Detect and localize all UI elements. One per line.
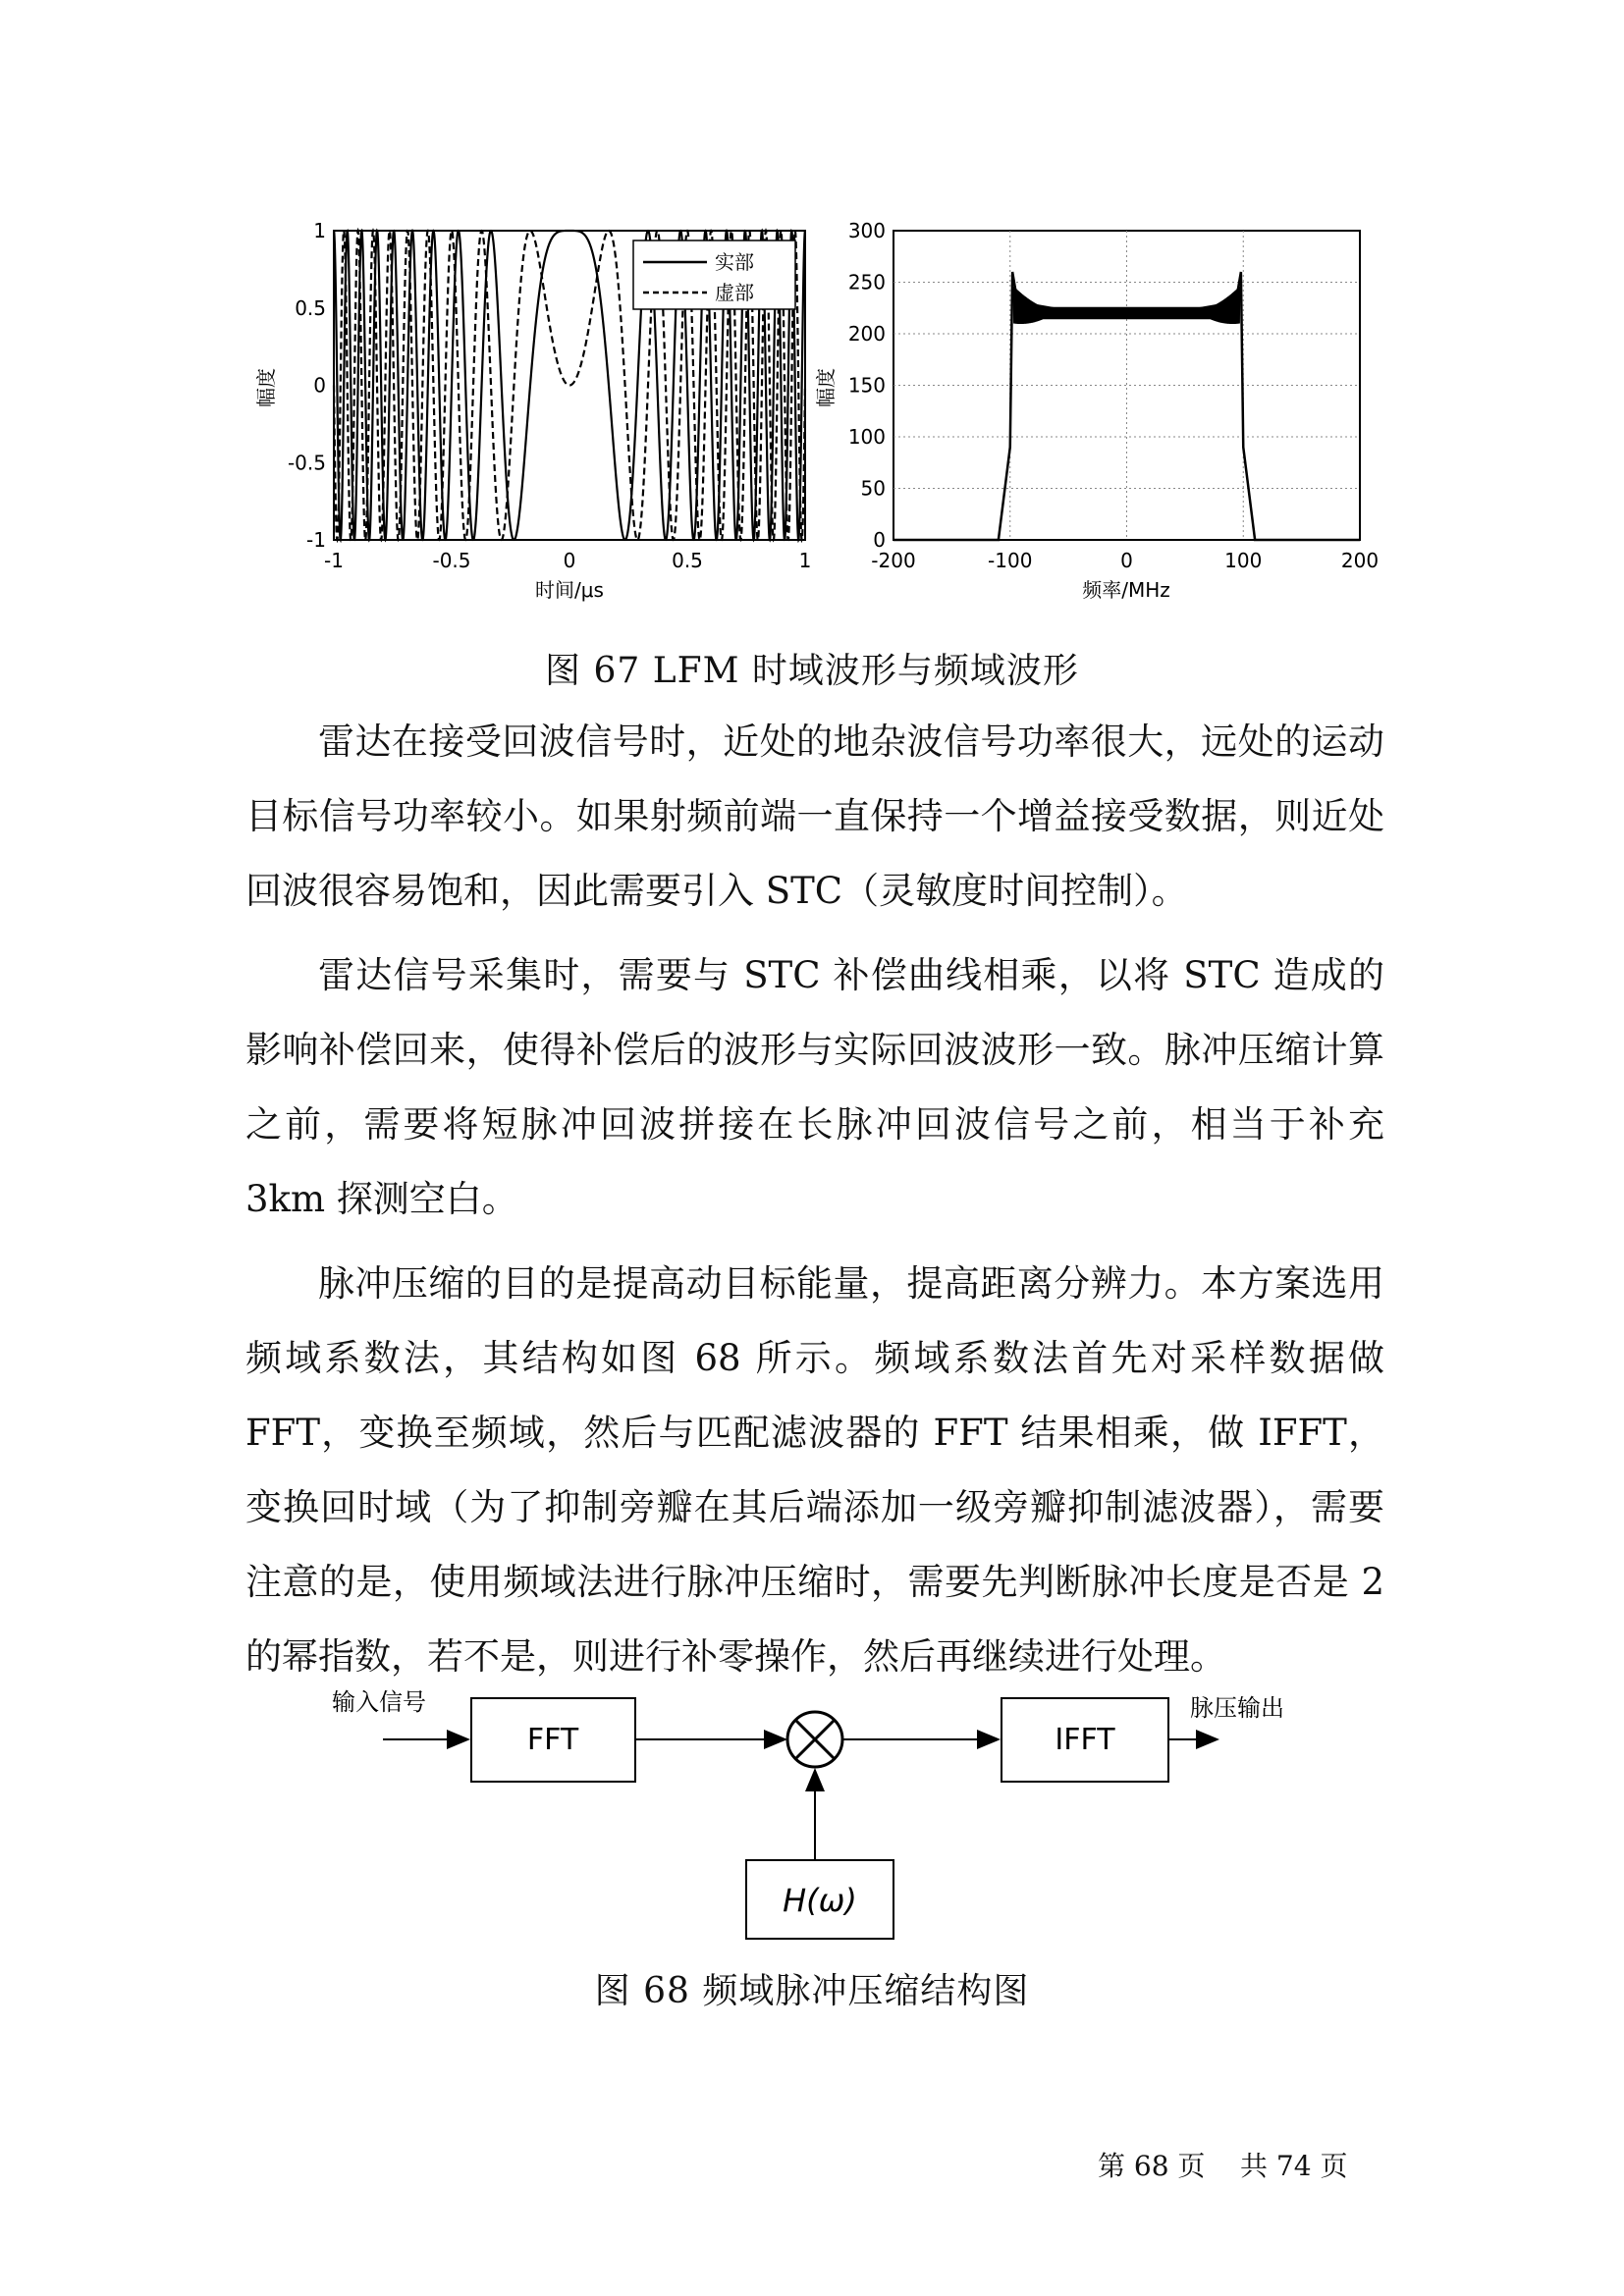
figure-67	[245, 206, 1380, 618]
body-text	[245, 705, 1384, 1694]
legend-imag: 虚部	[715, 281, 754, 304]
x-tick-label: -1	[324, 549, 344, 572]
figure-68	[324, 1679, 1306, 1944]
time-domain-xlabel: 时间/μs	[535, 578, 604, 602]
y-tick-label: 250	[847, 270, 886, 294]
y-tick-label: 150	[847, 373, 886, 398]
paragraph-1: 雷达在接受回波信号时，近处的地杂波信号功率很大，远处的运动目标信号功率较小。如果射频前端一直保持一个增益接受数据，则近处回波很容易饱和，因此需要引入 STC（灵敏度时间控制）。	[245, 721, 1384, 912]
figure-67-caption: 图 67 LFM 时域波形与频域波形	[545, 651, 1079, 691]
y-tick-label: 0	[873, 528, 886, 552]
x-tick-label: 0	[563, 549, 576, 572]
x-tick-label: -100	[988, 549, 1033, 572]
x-tick-label: 100	[1224, 549, 1263, 572]
y-tick-label: 0	[313, 373, 326, 398]
time-domain-chart	[254, 219, 811, 602]
x-tick-label: -200	[871, 549, 916, 572]
figure-68-caption: 图 68 频域脉冲压缩结构图	[594, 1971, 1030, 2011]
x-tick-label: -0.5	[432, 549, 471, 572]
page-footer: 第 68 页 共 74 页	[1098, 2150, 1348, 2182]
figure-67-charts	[245, 206, 1380, 618]
x-tick-label: 0.5	[672, 549, 703, 572]
frequency-domain-ylabel: 幅度	[814, 368, 838, 407]
y-tick-label: -1	[306, 528, 326, 552]
filter-label: H(ω)	[783, 1882, 857, 1919]
y-tick-label: 1	[313, 219, 326, 242]
y-tick-label: 0.5	[295, 295, 326, 320]
x-tick-label: 0	[1120, 549, 1133, 572]
y-tick-label: -0.5	[287, 451, 326, 475]
ifft-label: IFFT	[1055, 1723, 1115, 1757]
paragraph-2: 雷达信号采集时，需要与 STC 补偿曲线相乘，以将 STC 造成的影响补偿回来，使得补偿后的波形与实际回波波形一致。脉冲压缩计算之前，需要将短脉冲回波拼接在长脉冲回波信号之前，相当于补充 3km 探测空白。	[245, 954, 1384, 1220]
time-domain-ylabel: 幅度	[254, 368, 278, 407]
legend-real: 实部	[715, 250, 754, 274]
frequency-domain-xlabel: 频率/MHz	[1082, 578, 1170, 602]
y-tick-label: 50	[860, 476, 886, 501]
y-tick-label: 300	[847, 219, 886, 242]
y-tick-label: 100	[847, 425, 886, 449]
paragraph-3: 脉冲压缩的目的是提高动目标能量，提高距离分辨力。本方案选用频域系数法，其结构如图 68 所示。频域系数法首先对采样数据做 FFT，变换至频域，然后与匹配滤波器的 FFT 结果相乘，做 IFFT，变换回时域（为了抑制旁瓣在其后端添加一级旁瓣抑制滤波器），需要注意的是，使用频域法进行脉冲压缩时，需要先判断脉冲长度是否是 2 的幂指数，若不是，则进行补零操作，然后再继续进行处理。	[245, 1262, 1384, 1678]
x-tick-label: 1	[798, 549, 812, 572]
frequency-domain-chart	[814, 219, 1379, 602]
fft-label: FFT	[526, 1723, 579, 1757]
pulse-compression-diagram	[324, 1679, 1306, 1944]
pulse-output-label: 脉压输出	[1190, 1694, 1284, 1722]
time-domain-legend	[633, 240, 795, 309]
x-tick-label: 200	[1340, 549, 1380, 572]
input-signal-label: 输入信号	[332, 1688, 426, 1716]
y-tick-label: 200	[847, 322, 886, 346]
